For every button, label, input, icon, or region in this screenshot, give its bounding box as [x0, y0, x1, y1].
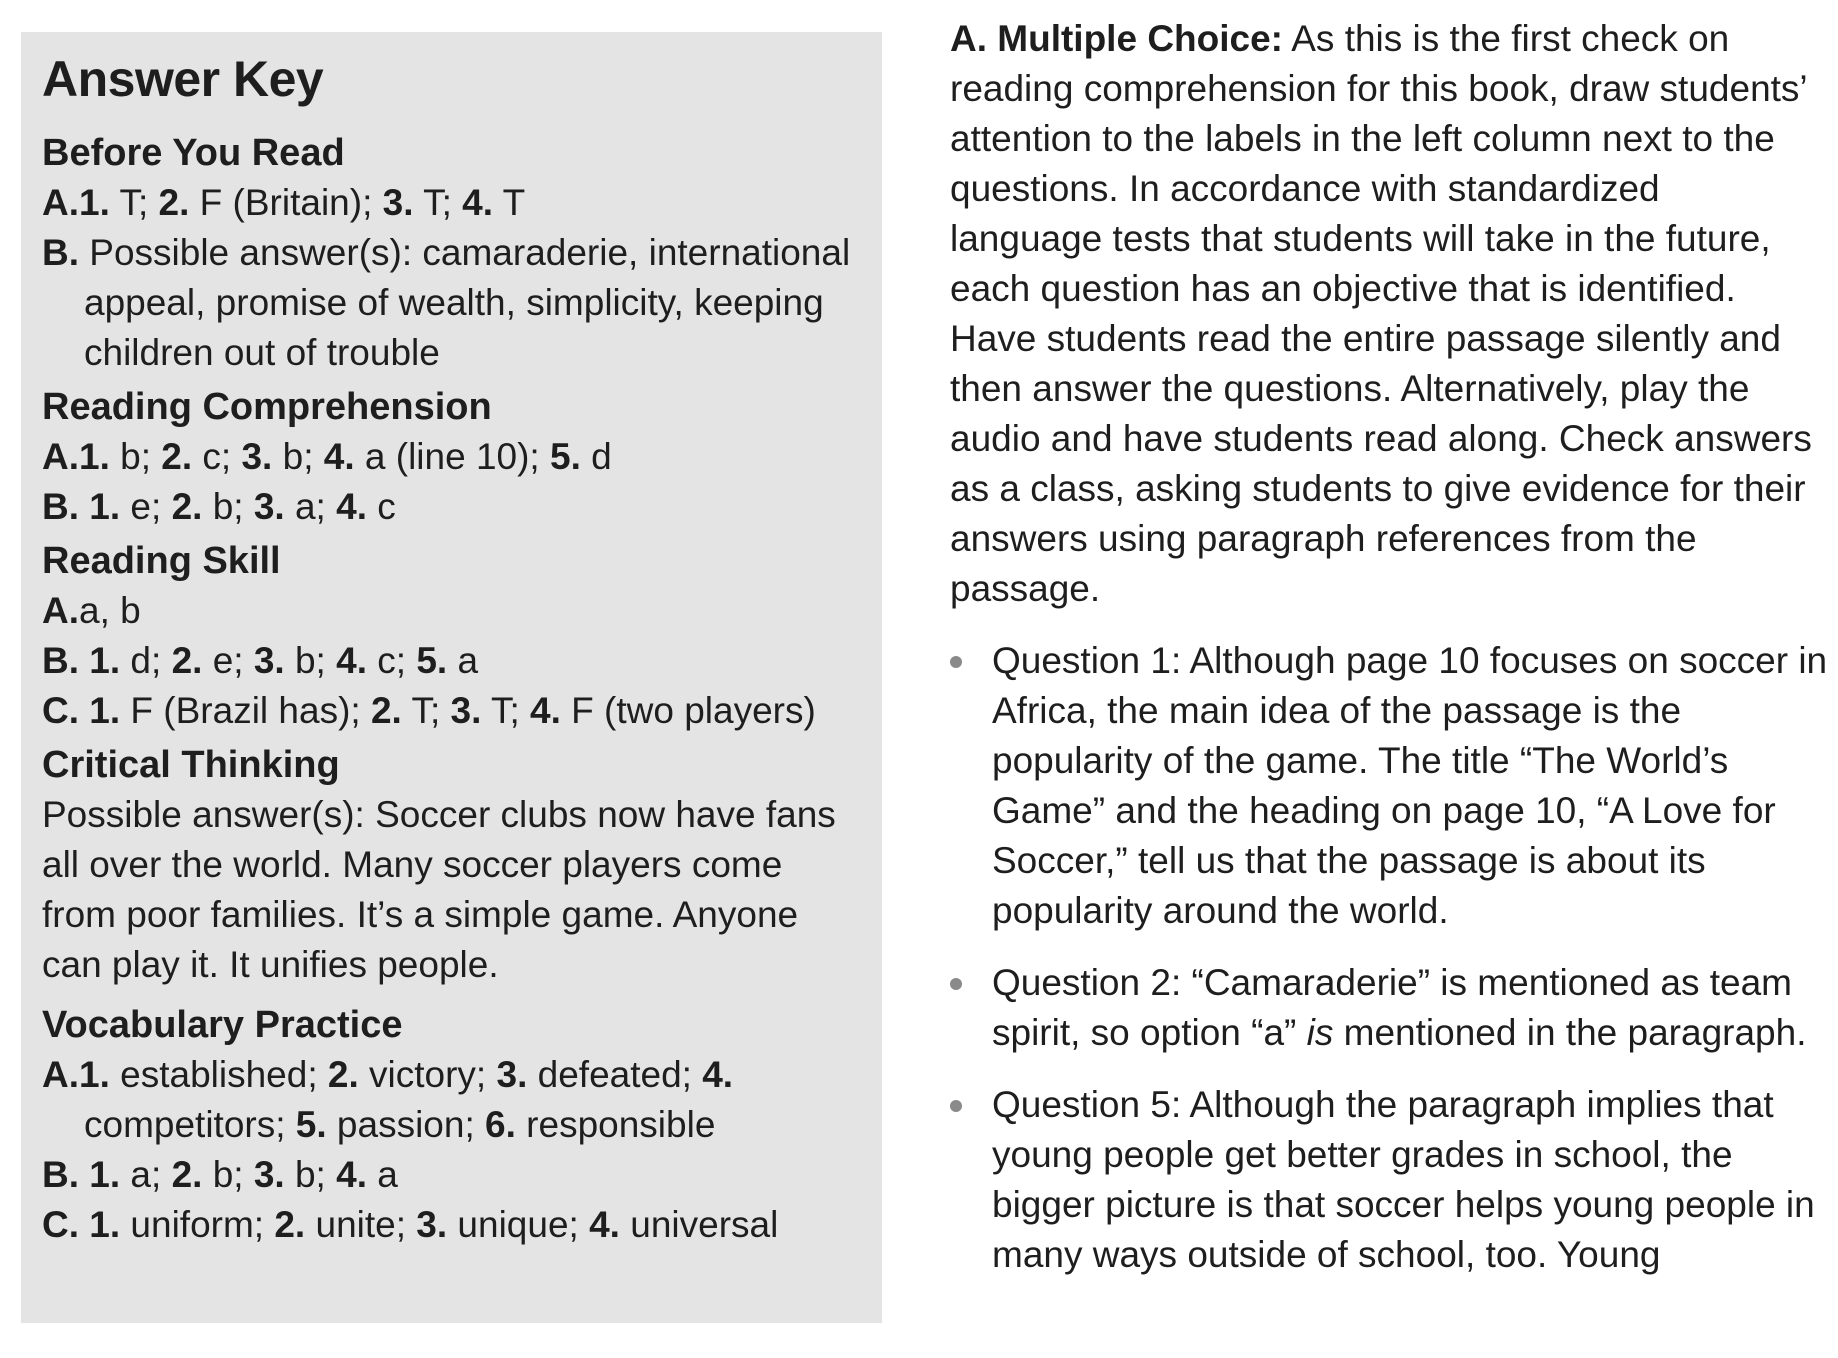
section-critical-thinking: [42, 740, 882, 990]
heading-critical-thinking: Critical Thinking: [42, 744, 340, 786]
reading-comprehension-a: A.1. b; 2. c; 3. b; 4. a (line 10); 5. d: [42, 436, 612, 477]
heading-vocabulary-practice: Vocabulary Practice: [42, 1004, 403, 1046]
section-before-you-read: [42, 128, 882, 378]
reading-comprehension-b: B. 1. e; 2. b; 3. a; 4. c: [42, 486, 396, 527]
bullet-question-5: [950, 1080, 1838, 1280]
bullet-question-1: [950, 636, 1838, 936]
reading-skill-b: B. 1. d; 2. e; 3. b; 4. c; 5. a: [42, 640, 479, 681]
heading-reading-comprehension: Reading Comprehension: [42, 386, 492, 428]
heading-before-you-read: Before You Read: [42, 132, 345, 174]
vocabulary-practice-a: A.1. established; 2. victory; 3. defeated; 4. competitors; 5. passion; 6. responsible: [42, 1054, 734, 1145]
heading-reading-skill: Reading Skill: [42, 540, 281, 582]
bullet-question-2-text-before: Question 2: “Camaraderie” is mentioned as team spirit, so option “a”: [992, 962, 1792, 1053]
critical-thinking-text: Possible answer(s): Soccer clubs now have fans all over the world. Many soccer players come from poor families. It’s a simple game. Anyone can play it. It unifies people.: [42, 794, 836, 985]
reading-skill-a: A.a, b: [42, 590, 141, 631]
before-you-read-b: B. Possible answer(s): camaraderie, international appeal, promise of wealth, simplicity, keeping children out of trouble: [42, 232, 851, 373]
bullet-question-2-emphasis: is: [1306, 1012, 1334, 1053]
section-reading-skill: [42, 536, 882, 736]
bullet-dot-icon: [950, 1100, 962, 1112]
vocabulary-practice-b: B. 1. a; 2. b; 3. b; 4. a: [42, 1154, 398, 1195]
bullet-question-2: [950, 958, 1838, 1058]
bullet-dot-icon: [950, 656, 962, 668]
multiple-choice-text: As this is the first check on reading comprehension for this book, draw students’ attention to the labels in the left column next to the questions. In accordance with standardized language tests that students will take in the future, each question has an objective that is identified. Have students read the entire passage silently and then answer the questions. Alternatively, play the audio and have students read along. Check answers as a class, asking students to give evidence for their answers using paragraph references from the passage.: [950, 18, 1812, 609]
bullet-question-5-text: Question 5: Although the paragraph implies that young people get better grades in school, the bigger picture is that soccer helps young people in many ways outside of school, too. Young: [992, 1084, 1815, 1275]
bullet-question-1-text: Question 1: Although page 10 focuses on soccer in Africa, the main idea of the passage is the popularity of the game. The title “The World’s Game” and the heading on page 10, “A Love for Soccer,” tell us that the passage is about its popularity around the world.: [992, 640, 1828, 931]
bullet-question-2-text-after: mentioned in the paragraph.: [1333, 1012, 1807, 1053]
multiple-choice-paragraph: [950, 14, 1820, 614]
bullet-dot-icon: [950, 978, 962, 990]
section-vocabulary-practice: [42, 1000, 882, 1250]
teacher-notes-column: [950, 14, 1828, 1302]
reading-skill-c: C. 1. F (Brazil has); 2. T; 3. T; 4. F (two players): [42, 690, 816, 731]
multiple-choice-label: A. Multiple Choice:: [950, 18, 1283, 59]
answer-key-box: [21, 32, 882, 1323]
answer-key-title: Answer Key: [42, 51, 324, 107]
section-reading-comprehension: [42, 382, 882, 532]
before-you-read-a: A.1. T; 2. F (Britain); 3. T; 4. T: [42, 182, 526, 223]
vocabulary-practice-c: C. 1. uniform; 2. unite; 3. unique; 4. universal: [42, 1204, 779, 1245]
